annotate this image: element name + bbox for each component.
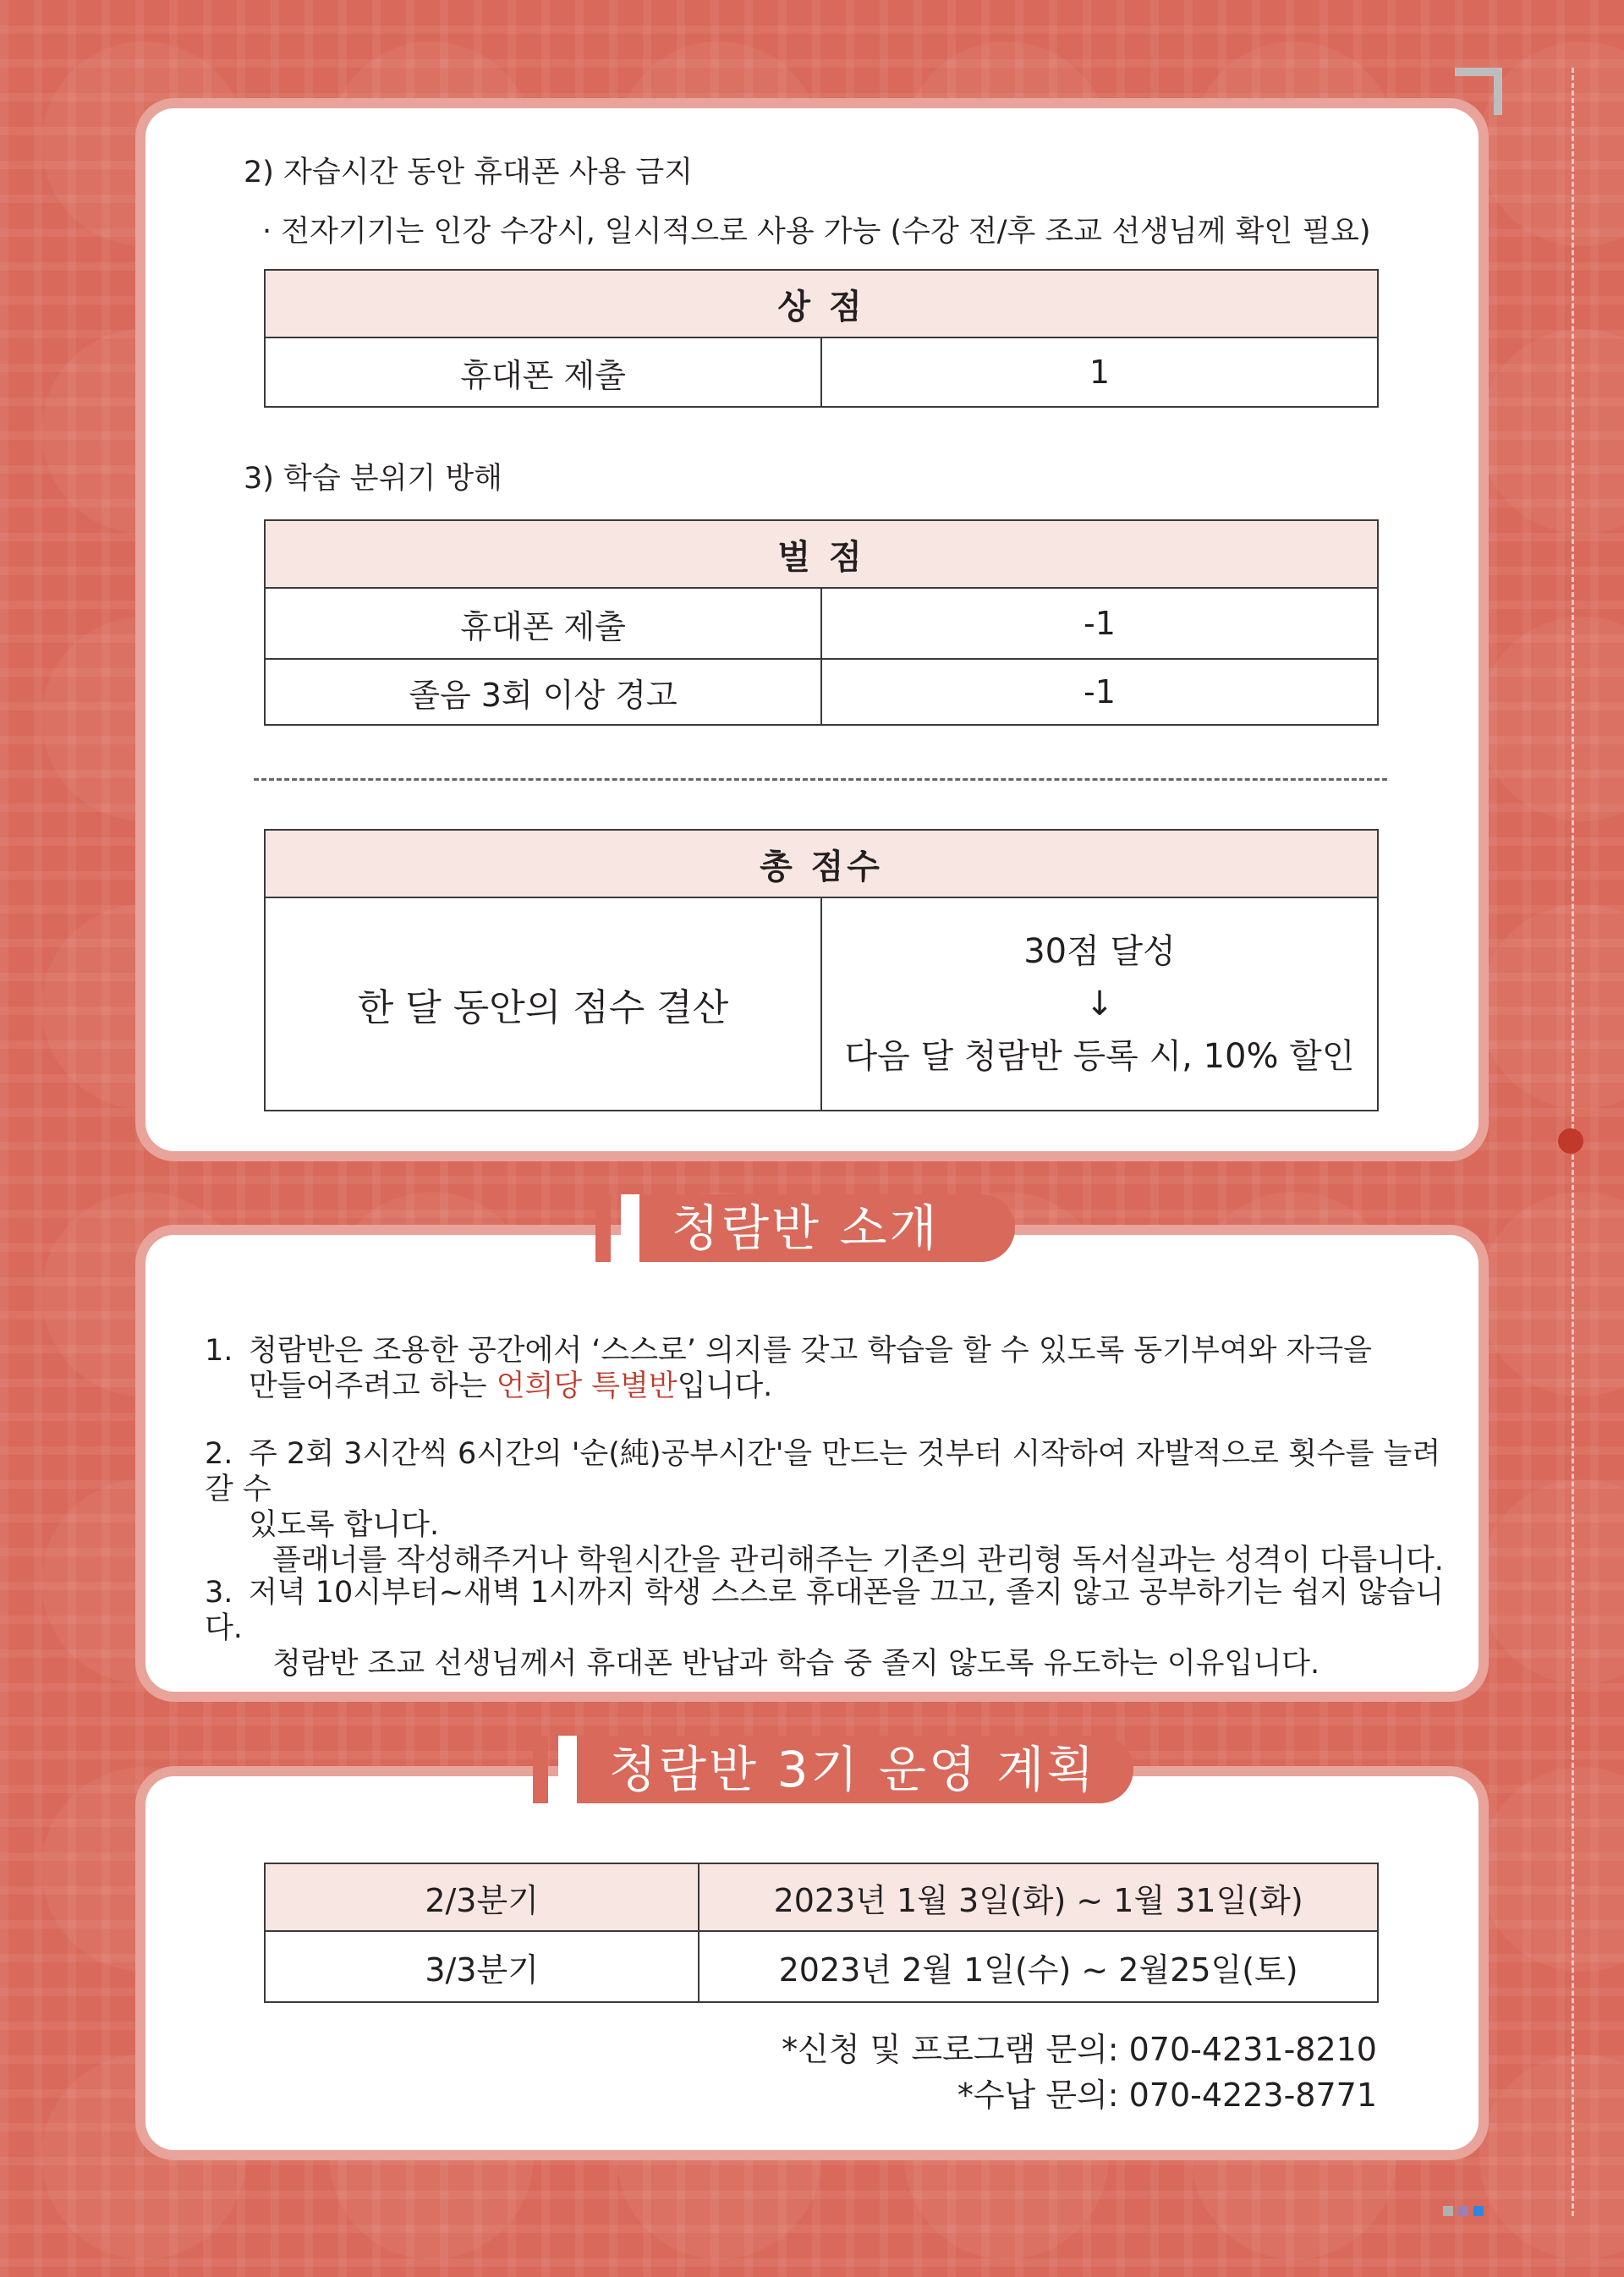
total-right-line2: 다음 달 청람반 등록 시, 10% 할인: [844, 1037, 1355, 1076]
down-arrow-icon: ↓: [1085, 985, 1114, 1023]
item1-line1: 청람반은 조용한 공간에서 ‘스스로’ 의지를 갖고 학습을 할 수 있도록 동기부여와 자극을: [249, 1334, 1372, 1368]
item1-highlight: 언희당 특별반: [496, 1369, 678, 1403]
intro-title-tab: [621, 1194, 1015, 1262]
total-right-line1: 30점 달성: [1023, 932, 1176, 971]
title-accent-bar: [595, 1194, 611, 1262]
item1-number: 1.: [205, 1334, 233, 1368]
intro-item-1: [205, 1333, 1457, 1404]
item1-line2-pre: 만들어주려고 하는: [249, 1369, 497, 1403]
demerit-points-2: -1: [821, 659, 1378, 725]
item3-number: 3.: [205, 1576, 233, 1610]
schedule-title-tab: [558, 1736, 1133, 1803]
page-dot-3: [1473, 2206, 1484, 2216]
merit-header: 상 점: [265, 270, 1378, 337]
intro-item-2: [205, 1436, 1457, 1578]
corner-bracket-decoration: [1455, 68, 1502, 115]
rule2-heading: 2) 자습시간 동안 휴대폰 사용 금지: [244, 156, 694, 189]
intro-title: 청람반 소개: [672, 1199, 940, 1257]
item3-line2: 청람반 조교 선생님께서 휴대폰 반납과 학습 중 졸지 않도록 유도하는 이유입니다.: [272, 1647, 1320, 1681]
item3-line1: 저녁 10시부터~새벽 1시까지 학생 스스로 휴대폰을 끄고, 졸지 않고 공부하기는 쉽지 않습니다.: [205, 1576, 1444, 1645]
demerit-points-1: -1: [821, 588, 1378, 659]
title-white-bar: [621, 1194, 639, 1262]
total-right: [821, 897, 1378, 1111]
rule2-note: · 전자기기는 인강 수강시, 일시적으로 사용 가능 (수강 전/후 조교 선생님께 확인 필요): [262, 215, 1371, 249]
item2-line3: 플래너를 작성해주거나 학원시간을 관리해주는 기존의 관리형 독서실과는 성격이 다릅니다.: [272, 1544, 1444, 1577]
intro-item-3: [205, 1575, 1457, 1682]
schedule-term-2: 3/3분기: [265, 1931, 699, 2002]
total-header: 총 점수: [265, 830, 1378, 897]
schedule-white-bar: [558, 1736, 577, 1803]
total-left: 한 달 동안의 점수 결산: [265, 897, 821, 1111]
merit-points: 1: [821, 337, 1378, 407]
schedule-table: [264, 1863, 1379, 2003]
schedule-title: 청람반 3기 운영 계획: [609, 1741, 1097, 1798]
item2-number: 2.: [205, 1437, 233, 1471]
schedule-period-1: 2023년 1월 3일(화) ~ 1월 31일(화): [699, 1863, 1378, 1931]
contact-payment: *수납 문의: 070-4223-8771: [957, 2077, 1377, 2114]
section-divider: [254, 778, 1387, 781]
red-dot-decoration: [1558, 1128, 1583, 1154]
demerit-table: [264, 519, 1379, 726]
item1-line2-post: 입니다.: [677, 1369, 773, 1403]
item2-line1: 주 2회 3시간씩 6시간의 '순(純)공부시간'을 만드는 것부터 시작하여 자발적으로 횟수를 늘려갈 수: [205, 1437, 1441, 1506]
contact-application: *신청 및 프로그램 문의: 070-4231-8210: [782, 2031, 1377, 2068]
page-dot-2: [1458, 2206, 1468, 2216]
demerit-item-2: 졸음 3회 이상 경고: [265, 659, 821, 725]
demerit-header: 벌 점: [265, 520, 1378, 588]
merit-table: [264, 269, 1379, 408]
demerit-item-1: 휴대폰 제출: [265, 588, 821, 659]
total-score-table: [264, 829, 1379, 1111]
rule3-heading: 3) 학습 분위기 방해: [244, 462, 502, 496]
schedule-accent-bar: [533, 1736, 548, 1803]
page-dot-1: [1443, 2206, 1453, 2216]
schedule-period-2: 2023년 2월 1일(수) ~ 2월25일(토): [699, 1931, 1378, 2002]
item2-line2: 있도록 합니다.: [249, 1508, 440, 1542]
merit-item: 휴대폰 제출: [265, 337, 821, 407]
schedule-term-1: 2/3분기: [265, 1863, 699, 1931]
